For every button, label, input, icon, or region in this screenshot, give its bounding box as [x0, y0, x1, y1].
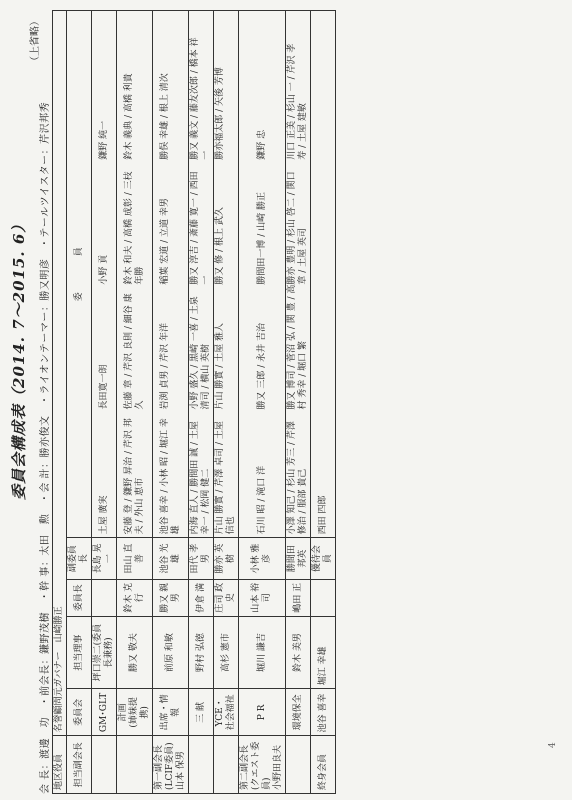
committee-cell: 計画 (姉妹提携) — [117, 689, 153, 736]
member-column: 鈴木 義典 / 高橋 利貴 — [123, 73, 134, 160]
vice-president-cell — [286, 736, 311, 794]
lifetime-member: 池谷 喜幸 — [311, 689, 336, 736]
committee-row — [239, 11, 286, 794]
member-column: 勝俣 幸雄 / 根上 清次 — [159, 73, 170, 160]
director-cell: 野村 弘徳 — [189, 616, 214, 689]
page-number: 4 — [548, 742, 558, 748]
committee-row — [214, 11, 239, 794]
vice-president-cell — [117, 736, 153, 794]
header-committee: 委員会 — [67, 689, 92, 736]
member-column: 勝又 義文 / 藤友次郎 / 橋本 祥一 — [190, 37, 211, 160]
member-column: 勝間田一博 / 山崎 勝正 — [256, 191, 267, 285]
member-column: 鎌野 純一 — [98, 120, 109, 160]
chair-cell — [92, 579, 117, 616]
header-row — [67, 11, 92, 794]
member-column: 内海 直人 / 勝間田 誠 / 土屋 幸一 / 松岡 健二 — [190, 421, 211, 535]
lifetime-label: 終身会員 — [311, 736, 336, 794]
vice-president-cell: 第一副会長 (LCIF委員) 山本 保男 — [153, 736, 189, 794]
committee-row — [153, 11, 189, 794]
vicechair-cell: 勝間田邦英 — [286, 538, 311, 579]
member-column: 鎌野 忠 — [256, 129, 267, 160]
member-column: 安藤 登 / 鎌野 昇治 / 芹沢 邦夫 / 外山 恵市 — [123, 418, 145, 535]
document-title: 委員会構成表（2014. 7～2015. 6） — [10, 216, 28, 500]
committee-row — [92, 11, 117, 794]
vice-president-cell — [214, 736, 239, 794]
member-column: 石川 昭 / 滝口 洋 — [256, 465, 267, 535]
vice-president-cell: 第二副会長 (クエスト委員) 小野田良夫 — [239, 736, 286, 794]
committee-cell: GM･GLT — [92, 689, 117, 736]
member-column: 片山 勝實 / 芹澤 卓司 / 土屋 信也 — [215, 421, 236, 535]
honor-label: 優待会員 — [311, 538, 336, 579]
header-vicechair: 副委員長 — [67, 538, 92, 579]
abbreviation-note: （上省略） — [30, 16, 41, 66]
director-cell: 堀川 謙吉 — [239, 616, 286, 689]
member-column: 勝又 淳吉 / 斎藤 寛一 / 西田 一 — [190, 171, 211, 285]
chair-cell: 伊倉 満 — [189, 579, 214, 616]
members-cell — [117, 11, 153, 538]
region-value: 名誉顧問元ガバナー 山崎勝正 — [53, 11, 67, 736]
honor-member: 西田 四郎 — [311, 11, 336, 538]
vicechair-cell: 田山 直善 — [117, 538, 153, 579]
committee-row — [117, 11, 153, 794]
member-column: 片山 勝實 / 土屋 雅人 — [215, 323, 225, 410]
vice-president-cell — [189, 736, 214, 794]
members-cell — [189, 11, 214, 538]
member-column: 小澤 知己 / 杉山 芳三 / 芹澤 修治 / 服部 貴己 — [287, 421, 308, 535]
member-column: 佐藤 章 / 芹沢 良則 / 細谷 康久 — [123, 293, 145, 410]
vicechair-cell: 長島 晃一 — [92, 538, 117, 579]
members-cell — [153, 11, 189, 538]
member-column: 稲葉 宏道 / 立道 幸男 — [159, 198, 170, 285]
committee-cell: P R — [239, 689, 286, 736]
member-column: 川口 正美 / 杉山 一 / 芹沢 孝寿 / 土屋 建敏 — [287, 43, 308, 160]
committee-cell: YCE・ 社会福祉 — [214, 689, 239, 736]
members-cell — [92, 11, 117, 538]
header-chair: 委員長 — [67, 579, 92, 616]
vicechair-cell: 勝亦 英樹 — [214, 538, 239, 579]
members-cell — [214, 11, 239, 538]
member-column: 小野 貢 — [98, 254, 109, 285]
chair-cell: 勝又 親男 — [153, 579, 189, 616]
director-cell: 前原 和敏 — [153, 616, 189, 689]
footer-row — [311, 11, 336, 794]
member-column: 岩渕 貞男 / 芹沢 年洋 — [159, 323, 170, 410]
committee-cell: 環境保全 — [286, 689, 311, 736]
vicechair-cell: 小林 雅彦 — [239, 538, 286, 579]
member-column: 小野 盛久 / 黒崎 一喜 / 土泉 清司 / 横山 英樹 — [190, 296, 211, 410]
officers-line: 会 長：渡邊 功 ・前会長：鎌野茂樹 ・幹 事：太田 勲 ・会 計：勝亦俊文 ・ライオンテーマー：勝又明彦 ・テールツイスター：芹沢邦秀 — [40, 101, 51, 794]
member-column: 勝亦福太郎 / 矢後 芳博 — [215, 67, 225, 160]
footer-empty — [311, 579, 336, 616]
header-members: 委 員 — [67, 11, 92, 538]
director-cell: 坪口崇二(委員長兼務) — [92, 616, 117, 689]
director-cell: 勝又 敬夫 — [117, 616, 153, 689]
vicechair-cell: 田代 孝男 — [189, 538, 214, 579]
chair-cell: 嶋田 正 — [286, 579, 311, 616]
member-column: 勝亦 豊明 / 杉山 啓二 / 関口 章 / 土屋 英司 — [287, 171, 308, 285]
member-column: 勝又 修 / 根上 武久 — [215, 207, 225, 285]
region-row — [53, 11, 67, 794]
vice-president-cell — [92, 736, 117, 794]
committee-row — [189, 11, 214, 794]
member-column: 勝又 三郎 / 永井 吉治 — [256, 323, 267, 410]
chair-cell: 鈴木 克行 — [117, 579, 153, 616]
header-director: 担当理事 — [67, 616, 92, 689]
director-cell: 高杉 憲市 — [214, 616, 239, 689]
vicechair-cell: 池谷 光雄 — [153, 538, 189, 579]
committee-cell: 三 献 — [189, 689, 214, 736]
members-cell — [286, 11, 311, 538]
member-column: 勝又 博司 / 菅沼 弘 / 関 豊 / 高村 秀幸 / 堀口 繁 — [287, 284, 308, 410]
member-column: 鈴木 和夫 / 高橋 成彰 / 三枝 年勝 — [123, 171, 145, 285]
lifetime-member-2: 堀江 幸雄 — [311, 616, 336, 689]
chair-cell: 山本 裕司 — [239, 579, 286, 616]
member-column: 土屋 廣実 — [98, 495, 109, 535]
header-vice: 担当副会長 — [67, 736, 92, 794]
members-cell — [239, 11, 286, 538]
committee-row — [286, 11, 311, 794]
director-cell: 鈴木 美男 — [286, 616, 311, 689]
committee-cell: 出席・情報 — [153, 689, 189, 736]
member-column: 池谷 喜幸 / 小林 昭 / 堀江 幸雄 — [159, 418, 181, 535]
chair-cell: 庄司 政史 — [214, 579, 239, 616]
committee-table — [52, 10, 336, 794]
member-column: 長田寛一朗 — [98, 364, 109, 410]
region-label: 地区役員 — [53, 736, 67, 794]
